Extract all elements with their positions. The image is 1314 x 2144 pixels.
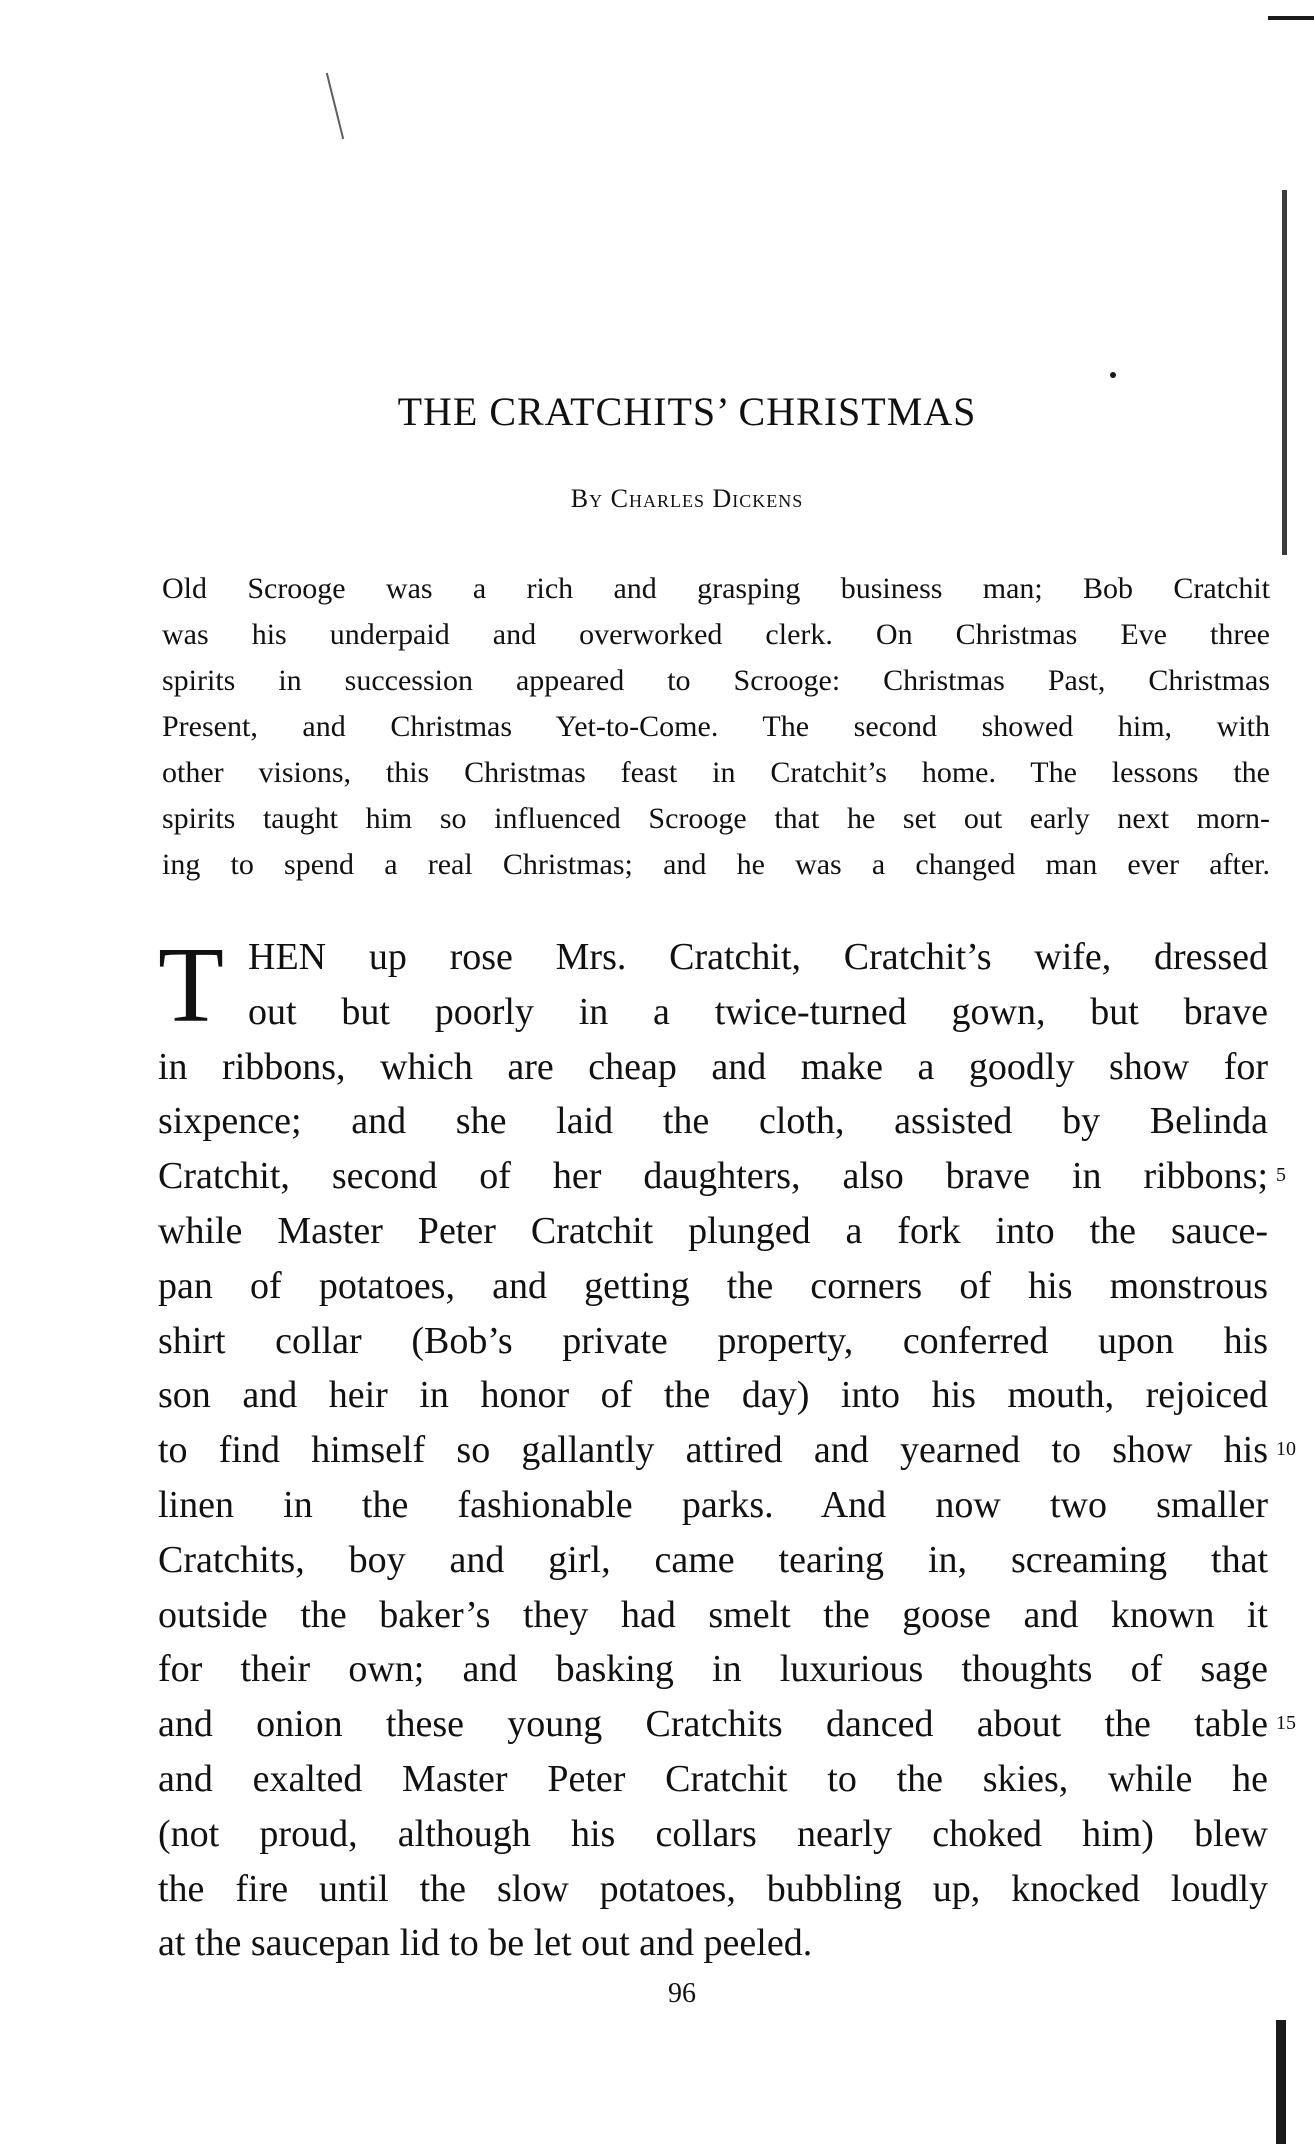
line-number-10: 10: [1276, 1438, 1296, 1461]
story-line: [158, 1423, 1296, 1478]
intro-line: was his underpaid and overworked clerk. On Christmas Eve three: [162, 618, 1270, 651]
story-line-text: Cratchit, second of her daughters, also brave in ribbons;: [158, 1155, 1268, 1198]
story-line: for their own; and basking in luxurious thoughts of sage: [158, 1648, 1268, 1691]
story-line: and exalted Master Peter Cratchit to the skies, while he: [158, 1757, 1268, 1800]
page-title: THE CRATCHITS’ CHRISTMAS: [397, 389, 977, 434]
story-line: at the saucepan lid to be let out and peeled.: [158, 1922, 813, 1965]
intro-paragraph: [162, 566, 1270, 888]
scan-artifact-dot: [1110, 372, 1116, 378]
story-line: [158, 1697, 1296, 1752]
intro-line: Old Scrooge was a rich and grasping business man; Bob Cratchit: [162, 572, 1270, 605]
author-byline: By Charles Dickens: [570, 484, 804, 513]
story-line: sixpence; and she laid the cloth, assisted by Belinda: [158, 1100, 1268, 1143]
story-line: out but poorly in a twice-turned gown, but brave: [248, 990, 1268, 1033]
story-line-text: and onion these young Cratchits danced about the table: [158, 1703, 1268, 1746]
story-line: HEN up rose Mrs. Cratchit, Cratchit’s wife, dressed: [248, 936, 1268, 978]
intro-line: spirits taught him so influenced Scrooge that he set out early next morn-: [162, 802, 1270, 835]
story-line: while Master Peter Cratchit plunged a fork into the sauce-: [158, 1209, 1268, 1252]
intro-line: Present, and Christmas Yet-to-Come. The second showed him, with: [162, 710, 1270, 743]
page-number: 96: [668, 1978, 696, 2009]
intro-line: spirits in succession appeared to Scrooge: Christmas Past, Christmas: [162, 664, 1270, 697]
story-line: (not proud, although his collars nearly choked him) blew: [158, 1812, 1268, 1855]
story-line: in ribbons, which are cheap and make a goodly show for: [158, 1045, 1268, 1088]
story-line: the fire until the slow potatoes, bubbling up, knocked loudly: [158, 1867, 1268, 1910]
scan-artifact-stroke: [326, 73, 344, 139]
intro-line: ing to spend a real Christmas; and he was a changed man ever after.: [162, 848, 1270, 881]
story-line: shirt collar (Bob’s private property, conferred upon his: [158, 1319, 1268, 1362]
line-number-5: 5: [1276, 1164, 1286, 1187]
story-line-text: to find himself so gallantly attired and yearned to show his: [158, 1429, 1268, 1472]
scan-artifact-bottom-right: [1276, 2020, 1286, 2144]
story-line: outside the baker’s they had smelt the goose and known it: [158, 1593, 1268, 1636]
story-paragraph: [158, 926, 1296, 1971]
story-line: pan of potatoes, and getting the corners of his monstrous: [158, 1264, 1268, 1307]
scan-artifact-top-right: [1268, 16, 1314, 20]
intro-line: other visions, this Christmas feast in Cratchit’s home. The lessons the: [162, 756, 1270, 789]
drop-cap: T: [158, 926, 224, 1045]
story-line: Cratchits, boy and girl, came tearing in, screaming that: [158, 1538, 1268, 1581]
line-number-15: 15: [1276, 1712, 1296, 1735]
story-line: [158, 1149, 1286, 1204]
story-line: son and heir in honor of the day) into his mouth, rejoiced: [158, 1374, 1268, 1417]
story-line: linen in the fashionable parks. And now two smaller: [158, 1483, 1268, 1526]
